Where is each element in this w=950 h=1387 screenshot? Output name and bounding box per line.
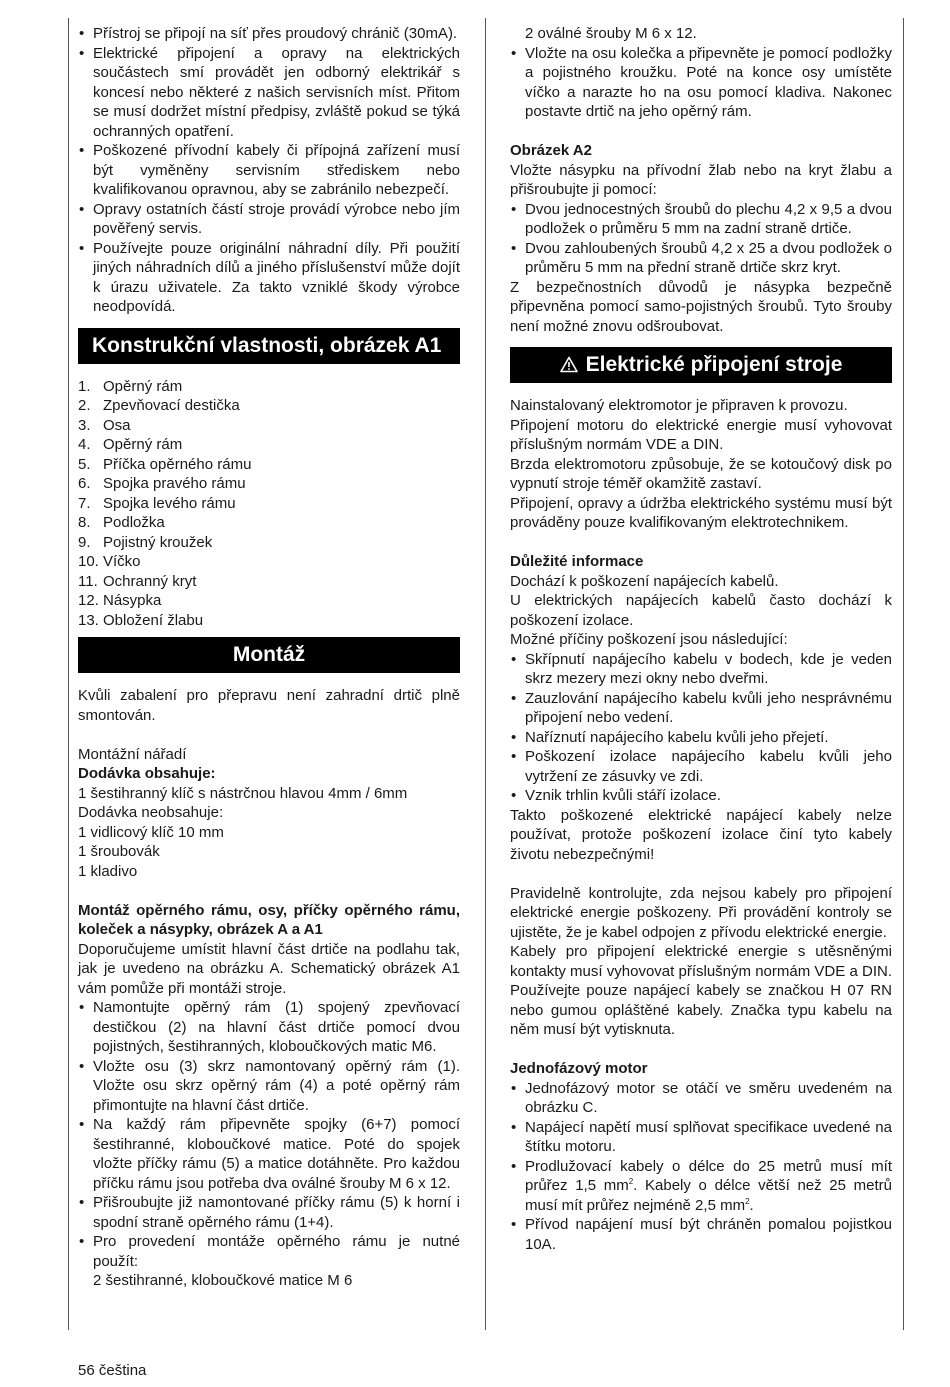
not-included-item: 1 kladivo <box>78 862 138 880</box>
list-item: • Dvou jednocestných šroubů do plechu 4,2 x 9,5 a dvou podložek o průměru 5 mm na zadní straně drtiče. <box>510 200 892 239</box>
list-item <box>78 474 460 494</box>
list-number: 13. <box>78 611 99 629</box>
list-number: 6. <box>78 475 91 492</box>
list-label: Násypka <box>103 592 162 609</box>
not-included-item: 1 vidlicový klíč 10 mm <box>78 823 224 841</box>
list-item: • Vznik trhlin kvůli stáří izolace. <box>510 786 892 806</box>
list-item <box>78 591 460 611</box>
list-item: • Elektrické připojení a opravy na elektrických součástech smí provádět jen odborný elektrikář s koncesí nebo některé z našich servisních míst. Přitom se musí dodržet místní předpisy, zvláště pokud se týká ochranných opatření. <box>78 44 460 142</box>
extension-text: Prodlužovací kabely o délce do 25 metrů musí mít průřez 1,5 mm <box>525 1157 892 1194</box>
list-number: 9. <box>78 533 91 551</box>
list-number: 8. <box>78 514 91 531</box>
damage-warning: Takto poškozené elektrické napájecí kabely nelze používat, protože poškození izolace činí tyto kabely životu nebezpečnými! <box>510 806 892 863</box>
list-item: • Skřípnutí napájecího kabelu v bodech, kde je veden skrz mezery mezi okny nebo dveřmi. <box>510 650 892 689</box>
paragraph: Dochází k poškození napájecích kabelů. <box>510 572 779 590</box>
list-label: Opěrný rám <box>103 377 183 395</box>
a2-heading: Obrázek A2 <box>510 142 592 159</box>
list-item: • Používejte pouze originální náhradní díly. Při použití jiných náhradních dílů a jiného příslušenství může dojít k úrazu uživatele. Za takto vzniklé škody výrobce neodpovídá. <box>78 239 460 317</box>
list-label: Podložka <box>103 514 165 531</box>
assembly-bullet-list <box>78 998 460 1271</box>
list-item: • Přívod napájení musí být chráněn pomalou pojistkou 10A. <box>510 1215 892 1254</box>
assembly-tail: 2 šestihranné, kloboučkové matice M 6 <box>93 1272 353 1289</box>
list-item: • Namontujte opěrný rám (1) spojený zpevňovací destičkou (2) na hlavní část drtiče pomocí dvou pojistných, šestihranných, kloboučkových matic M6. <box>78 998 460 1057</box>
list-number: 3. <box>78 416 91 434</box>
list-item: • Naříznutí napájecího kabelu kvůli jeho přejetí. <box>510 728 892 748</box>
left-column-rule <box>68 18 69 1330</box>
montaz-intro: Kvůli zabalení pro přepravu není zahradní drtič plně smontován. <box>78 687 460 724</box>
section-heading-electric <box>510 347 892 383</box>
paragraph: U elektrických napájecích kabelů často dochází k poškození izolace. <box>510 592 892 629</box>
list-item <box>78 435 460 455</box>
list-item: • Přišroubujte již namontované příčky rámu (5) k horní i spodní straně opěrného rámu (1+4). <box>78 1193 460 1232</box>
assembly-intro: Doporučujeme umístit hlavní část drtiče na podlahu tak, jak je uvedeno na obrázku A. Schematický obrázek A1 vám pomůže při montáži stroje. <box>78 940 460 997</box>
a2-note: Z bezpečnostních důvodů je násypka bezpečně připevněna pomocí samo-pojistných šroubů. Tyto šrouby není možné znovu odšroubovat. <box>510 278 892 335</box>
list-number: 11. <box>78 572 98 590</box>
list-item: • Napájecí napětí musí splňovat specifikace uvedené na štítku motoru. <box>510 1118 892 1157</box>
list-number: 2. <box>78 397 91 414</box>
list-item <box>510 1157 892 1216</box>
intro-bullet-list <box>78 24 460 317</box>
list-item <box>78 552 460 572</box>
superscript: 2 <box>745 1196 750 1206</box>
list-item <box>78 533 460 553</box>
paragraph: Nainstalovaný elektromotor je připraven k provozu. <box>510 397 848 414</box>
single-phase-heading: Jednofázový motor <box>510 1060 648 1077</box>
list-item: • Vložte osu (3) skrz namontovaný opěrný rám (1). Vložte osu skrz opěrný rám (4) a poté opěrný rám přimontujte na hlavní část drtiče. <box>78 1057 460 1116</box>
a2-intro: Vložte násypku na přívodní žlab nebo na kryt žlabu a přišroubujte ji pomocí: <box>510 161 892 198</box>
delivery-label: Dodávka obsahuje: <box>78 765 216 782</box>
list-number: 5. <box>78 455 91 473</box>
list-label: Osa <box>103 416 131 434</box>
not-included-label: Dodávka neobsahuje: <box>78 804 224 821</box>
list-number: 4. <box>78 436 91 453</box>
delivery-item: 1 šestihranný klíč s nástrčnou hlavou 4mm / 6mm <box>78 784 408 802</box>
list-label: Obložení žlabu <box>103 611 204 629</box>
list-item <box>78 513 460 533</box>
list-item <box>78 377 460 397</box>
extension-text: . Kabely o délce větší než 25 metrů musí mít průřez nejméně 2,5 mm <box>525 1177 893 1214</box>
list-label: Spojka pravého rámu <box>103 475 246 492</box>
left-column <box>78 24 460 1291</box>
list-number: 7. <box>78 494 91 512</box>
list-item: • Zauzlování napájecího kabelu kvůli jeho nesprávnému připojení nebo vedení. <box>510 689 892 728</box>
wheel-bullet-list <box>510 44 892 122</box>
list-label: Příčka opěrného rámu <box>103 455 252 473</box>
list-label: Zpevňovací destička <box>103 397 240 414</box>
list-item <box>78 494 460 514</box>
list-item: • Poškození izolace napájecího kabelu kvůli jeho vytržení ze zásuvky ve zdi. <box>510 747 892 786</box>
list-label: Spojka levého rámu <box>103 494 236 512</box>
list-label: Pojistný kroužek <box>103 533 213 551</box>
right-column-rule <box>903 18 904 1330</box>
damage-causes-list <box>510 650 892 806</box>
single-phase-list <box>510 1079 892 1255</box>
list-label: Ochranný kryt <box>103 572 197 590</box>
continuation-text: 2 oválné šrouby M 6 x 12. <box>525 25 697 42</box>
extension-text: . <box>749 1196 754 1214</box>
list-label: Víčko <box>103 553 141 570</box>
list-number: 12. <box>78 592 99 609</box>
center-column-rule <box>485 18 486 1330</box>
paragraph: Možné příčiny poškození jsou následující: <box>510 631 788 648</box>
section-heading-construction: Konstrukční vlastnosti, obrázek A1 <box>78 328 460 364</box>
a2-bullet-list <box>510 200 892 278</box>
list-item <box>78 396 460 416</box>
paragraph: Brzda elektromotoru způsobuje, že se kotoučový disk po vypnutí stroje téměř okamžitě zastaví. <box>510 455 892 492</box>
list-label: Opěrný rám <box>103 436 183 453</box>
list-item: • Jednofázový motor se otáčí ve směru uvedeném na obrázku C. <box>510 1079 892 1118</box>
list-item <box>78 455 460 475</box>
warning-icon <box>560 349 578 385</box>
tools-label: Montážní nářadí <box>78 745 187 763</box>
list-item: • Dvou zahloubených šroubů 4,2 x 25 a dvou podložek o průměru 5 mm na přední straně drtiče skrz kryt. <box>510 239 892 278</box>
right-column <box>510 24 892 1254</box>
list-number: 1. <box>78 377 91 395</box>
paragraph: Připojení motoru do elektrické energie musí vyhovovat příslušným normám VDE a DIN. <box>510 416 892 453</box>
section-heading-montaz: Montáž <box>78 637 460 673</box>
cable-paragraph: Kabely pro připojení elektrické energie s utěsněnými kontakty musí vyhovovat příslušným normám VDE a DIN. Používejte pouze napájecí kabely se značkou H 07 RN nebo gumou opláštěné kabely. Značka typu kabelu na něm musí být vytisknuta. <box>510 943 892 1038</box>
not-included-item: 1 šroubovák <box>78 843 160 860</box>
list-item: • Přístroj se připojí na síť přes proudový chránič (30mA). <box>78 24 460 44</box>
list-item: • Opravy ostatních částí stroje provádí výrobce nebo jím pověřený servis. <box>78 200 460 239</box>
list-number: 10. <box>78 553 99 570</box>
page-footer: 56 čeština <box>78 1362 147 1379</box>
paragraph: Připojení, opravy a údržba elektrického systému musí být prováděny pouze kvalifikovaným elektrotechnikem. <box>510 494 892 531</box>
parts-list <box>78 377 460 631</box>
list-item: • Pro provedení montáže opěrného rámu je nutné použít: <box>78 1232 460 1271</box>
superscript: 2 <box>628 1177 634 1186</box>
list-item <box>78 572 460 592</box>
list-item: • Vložte na osu kolečka a připevněte je pomocí podložky a pojistného kroužku. Poté na konce osy umístěte víčko a narazte ho na osu pomocí kladiva. Nakonec postavte drtič na jeho opěrný rám. <box>510 44 892 122</box>
important-heading: Důležité informace <box>510 553 644 570</box>
check-paragraph: Pravidelně kontrolujte, zda nejsou kabely pro připojení elektrické energie poškozeny. Při provádění kontroly se ujistěte, že je kabel odpojen z přívodu elektrické energie. <box>510 884 892 941</box>
assembly-heading: Montáž opěrného rámu, osy, příčky opěrného rámu, koleček a násypky, obrázek A a A1 <box>78 901 460 938</box>
list-item: • Poškozené přívodní kabely či přípojná zařízení musí být vyměněny servisním střediskem nebo kvalifikovanou opravnou, aby se zabránilo nebezpečí. <box>78 141 460 200</box>
section-heading-text: Elektrické připojení stroje <box>585 353 843 376</box>
list-item <box>78 611 460 631</box>
list-item: • Na každý rám připevněte spojky (6+7) pomocí šestihranné, kloboučkové matice. Poté do spojek vložte příčky rámu (5) a matice dotáhněte. Pro každou příčku rámu jsou potřeba dva oválné šrouby M 6 x 12. <box>78 1115 460 1193</box>
list-item <box>78 416 460 436</box>
